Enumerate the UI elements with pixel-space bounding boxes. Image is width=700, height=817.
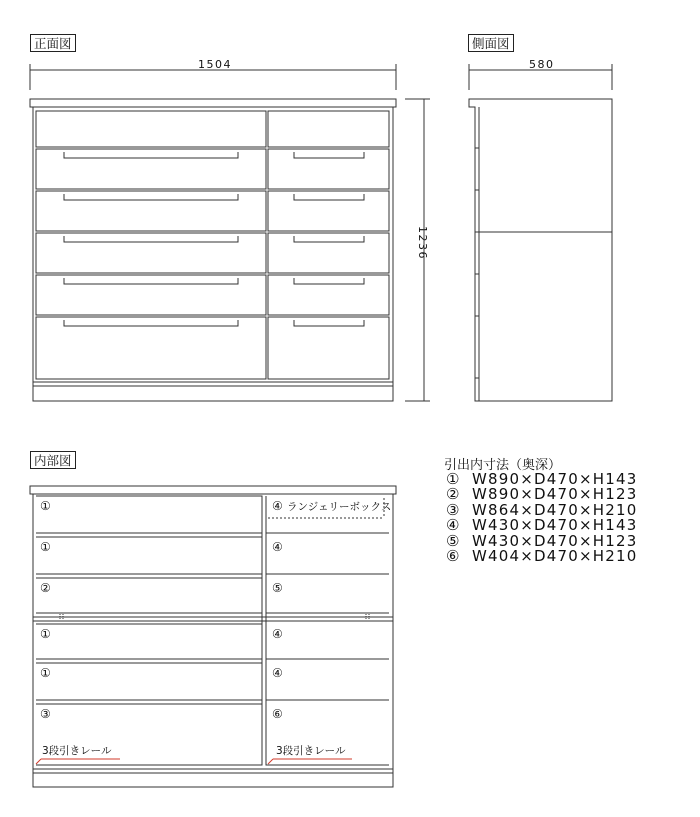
depth-dimension: 580 <box>529 58 555 71</box>
rail-label-left: 3段引きレール <box>42 745 112 757</box>
front-chest <box>30 99 396 401</box>
slot-label: ④ <box>272 540 283 554</box>
front-drawer <box>36 111 266 147</box>
front-drawer <box>268 275 389 315</box>
slot-label: ④ <box>272 627 283 641</box>
inner-chest <box>30 486 396 787</box>
spec-size: W864×D470×H210 <box>472 500 638 519</box>
lingerie-box-label: ランジェリーボックス <box>287 501 392 513</box>
front-drawer <box>268 149 389 189</box>
front-drawer <box>36 191 266 231</box>
slot-label: ④ <box>272 499 283 513</box>
slot-label: ① <box>40 627 51 641</box>
side-chest <box>469 99 612 401</box>
spec-mark: ⑥ <box>446 547 461 566</box>
spec-item <box>446 549 638 564</box>
front-drawer <box>36 275 266 315</box>
front-drawer <box>268 111 389 147</box>
rail-markers <box>36 759 352 764</box>
slot-label: ③ <box>40 707 51 721</box>
side-depth-dim-line <box>469 64 612 90</box>
height-dimension: 1236 <box>416 226 429 260</box>
rail-label-right: 3段引きレール <box>276 745 346 757</box>
spec-size: W430×D470×H143 <box>472 516 638 535</box>
height-dim-line <box>405 99 430 401</box>
slot-label: ② <box>40 581 51 595</box>
spec-mark: ① <box>446 470 461 488</box>
inner-view-label: 内部図 <box>30 451 76 469</box>
spec-list <box>446 472 638 564</box>
spec-mark: ② <box>446 485 461 504</box>
spec-mark: ④ <box>446 516 461 535</box>
slot-label: ① <box>40 666 51 680</box>
front-drawer <box>36 233 266 273</box>
front-view-label: 正面図 <box>30 34 76 52</box>
width-dimension: 1504 <box>198 58 232 71</box>
spec-mark: ⑤ <box>446 531 461 550</box>
front-drawer <box>268 191 389 231</box>
spec-mark: ③ <box>446 500 461 519</box>
slot-label: ⑤ <box>272 581 283 595</box>
spec-title: 引出内寸法（奥深） <box>444 458 562 473</box>
slot-label: ① <box>40 499 51 513</box>
slot-label: ④ <box>272 666 283 680</box>
spec-size: W404×D470×H210 <box>472 547 638 566</box>
front-drawer <box>268 233 389 273</box>
front-drawer <box>36 149 266 189</box>
spec-size: W430×D470×H123 <box>472 531 638 550</box>
slot-label: ① <box>40 540 51 554</box>
spec-size: W890×D470×H123 <box>472 485 638 504</box>
side-view-label: 側面図 <box>468 34 514 52</box>
spec-size: W890×D470×H143 <box>472 470 638 488</box>
front-width-dim-line <box>30 64 396 90</box>
slot-label: ⑥ <box>272 707 283 721</box>
